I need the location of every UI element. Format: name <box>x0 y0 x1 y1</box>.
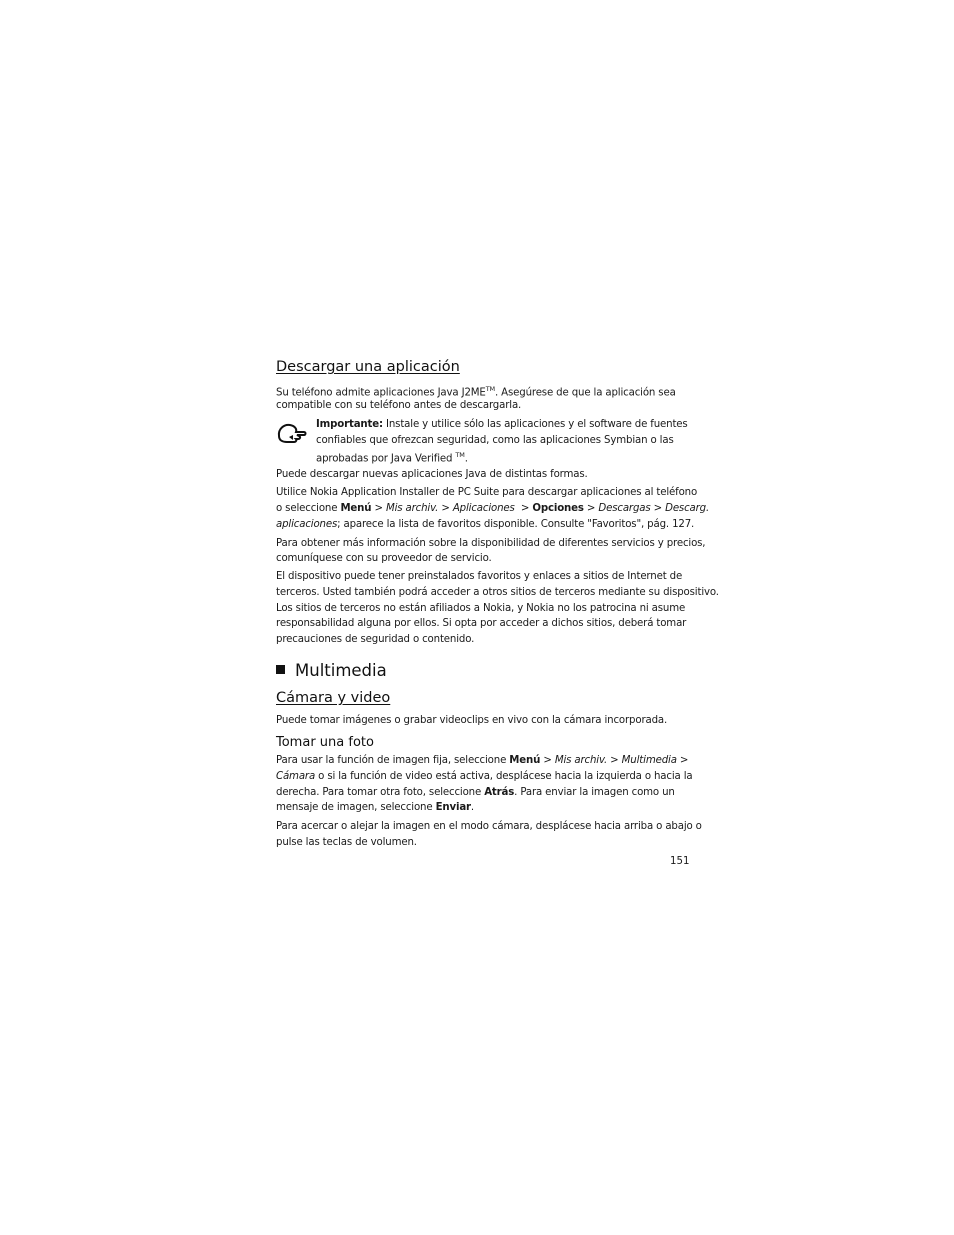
photo-line-2 <box>276 769 692 785</box>
zoom-line-1: Para acercar o alejar la imagen en el modo cámara, desplácese hacia arriba o abajo o <box>276 821 702 832</box>
text: o seleccione <box>276 503 341 514</box>
text: mensaje de imagen, seleccione <box>276 802 436 813</box>
menu-path-item: Aplicaciones <box>452 503 515 514</box>
intro-line-2: compatible con su teléfono antes de descargarla. <box>276 400 522 411</box>
text: ; aparece la lista de favoritos disponible. Consulte "Favoritos", pág. 127. <box>337 519 695 530</box>
path-separator: > <box>583 503 599 514</box>
path-separator: > <box>438 503 453 514</box>
photo-line-4 <box>276 800 474 816</box>
menu-path-item: Descarg. <box>665 503 710 514</box>
installer-line-3 <box>276 517 694 533</box>
heading-tomar-foto: Tomar una foto <box>276 735 374 750</box>
important-text: Instale y utilice sólo las aplicaciones y el software de fuentes <box>382 419 688 430</box>
text: o si la función de video está activa, desplácese hacia la izquierda o hacia la <box>315 771 693 782</box>
path-separator: > <box>676 755 689 766</box>
photo-line-3 <box>276 785 675 801</box>
path-separator: > <box>607 755 622 766</box>
important-line-2: confiables que ofrezcan seguridad, como las aplicaciones Symbian o las <box>316 435 674 446</box>
important-line-3 <box>316 448 468 467</box>
info-line-2: comuníquese con su proveedor de servicio. <box>276 553 492 564</box>
section-heading-descargar: Descargar una aplicación <box>276 359 460 375</box>
trademark-mark: TM <box>455 451 465 459</box>
paragraph-camera: Puede tomar imágenes o grabar videoclips en vivo con la cámara incorporada. <box>276 715 668 726</box>
info-line-1: Para obtener más información sobre la disponibilidad de diferentes servicios y precios, <box>276 538 706 549</box>
photo-line-1 <box>276 753 688 769</box>
important-text: aprobadas por Java Verified <box>316 453 456 465</box>
softkey-label: Enviar <box>435 802 471 813</box>
text: derecha. Para tomar otra foto, seleccione <box>276 787 485 798</box>
section-heading-multimedia <box>276 661 387 680</box>
important-line-1 <box>316 417 688 433</box>
important-text: . <box>464 453 468 465</box>
zoom-line-2: pulse las teclas de volumen. <box>276 837 417 848</box>
subsection-heading-camara: Cámara y video <box>276 690 391 706</box>
installer-line-2 <box>276 501 709 517</box>
trademark-mark: TM <box>485 385 495 393</box>
intro-text: Su teléfono admite aplicaciones Java J2ME <box>276 387 486 399</box>
text: . <box>470 802 475 813</box>
important-label: Importante: <box>316 419 383 430</box>
menu-path-item: Mis archiv. <box>385 503 439 514</box>
menu-path-item: Cámara <box>276 771 316 782</box>
third-party-line-2: terceros. Usted también podrá acceder a otros sitios de terceros mediante su dispositivo. <box>276 587 719 598</box>
softkey-label: Atrás <box>484 787 515 798</box>
third-party-line-5: precauciones de seguridad o contenido. <box>276 634 475 645</box>
third-party-line-3: Los sitios de terceros no están afiliados a Nokia, y Nokia no los patrocina ni asume <box>276 603 686 614</box>
important-hand-icon <box>276 421 308 445</box>
menu-path-item: Opciones <box>532 503 584 514</box>
path-separator: > <box>540 755 555 766</box>
text: . Para enviar la imagen como un <box>514 787 675 798</box>
paragraph-ways: Puede descargar nuevas aplicaciones Java de distintas formas. <box>276 469 588 480</box>
menu-path-item: aplicaciones <box>276 519 338 530</box>
intro-text: . Asegúrese de que la aplicación sea <box>494 387 676 399</box>
path-separator: > <box>514 503 533 514</box>
text: Para usar la función de imagen fija, seleccione <box>276 755 510 766</box>
square-bullet-icon <box>276 665 285 674</box>
third-party-line-1: El dispositivo puede tener preinstalados favoritos y enlaces a sitios de Internet de <box>276 571 683 582</box>
menu-path-item: Descargas <box>598 503 651 514</box>
menu-path-item: Multimedia <box>621 755 677 766</box>
path-separator: > <box>371 503 386 514</box>
path-separator: > <box>650 503 666 514</box>
third-party-line-4: responsabilidad alguna por ellos. Si opta por acceder a dichos sitios, deberá tomar <box>276 618 687 629</box>
menu-path-item: Menú <box>340 503 372 514</box>
menu-path-item: Menú <box>509 755 541 766</box>
section-title: Multimedia <box>295 661 387 680</box>
installer-line-1: Utilice Nokia Application Installer de PC Suite para descargar aplicaciones al teléfono <box>276 487 698 498</box>
menu-path-item: Mis archiv. <box>554 755 608 766</box>
page-number: 151 <box>670 856 690 867</box>
